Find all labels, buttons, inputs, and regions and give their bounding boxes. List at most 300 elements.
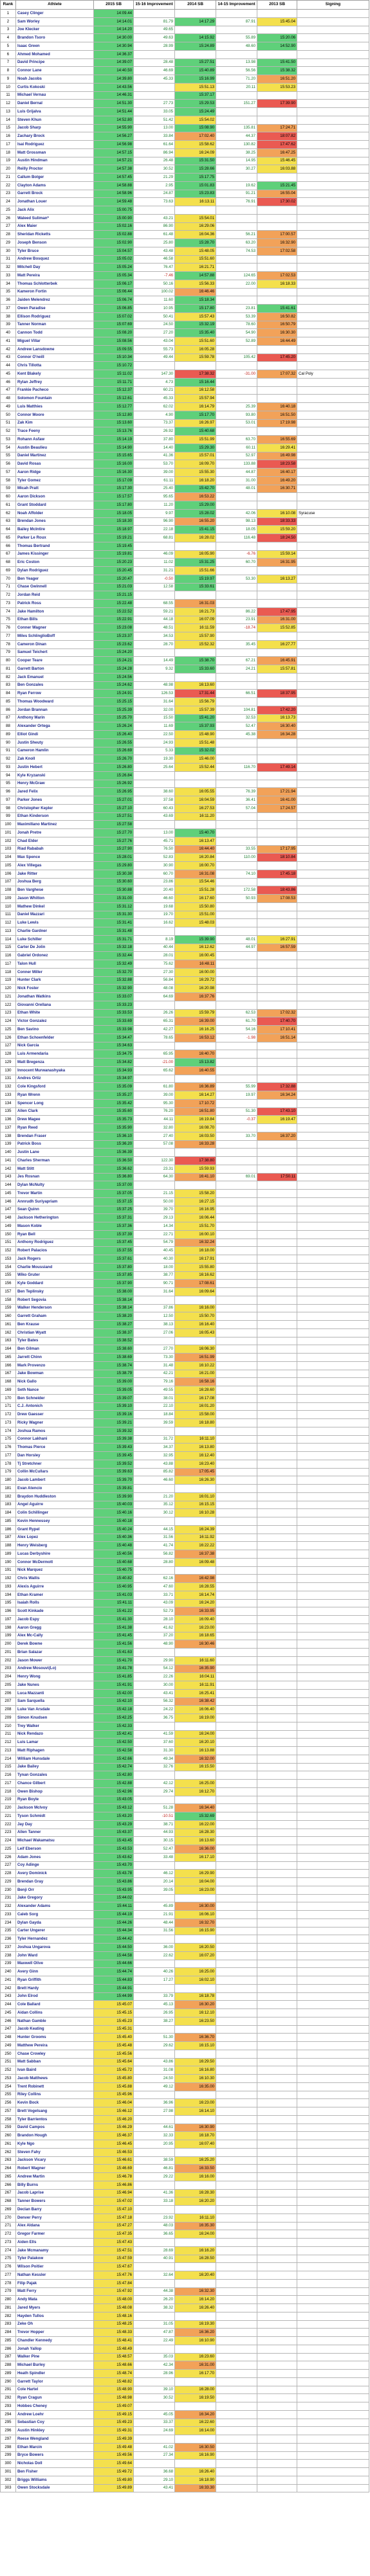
athlete-cell[interactable]: Thomas Pierce	[16, 1444, 94, 1452]
athlete-cell[interactable]: Zak Kim	[16, 419, 94, 427]
athlete-cell[interactable]: Rylan Jeffrey	[16, 378, 94, 386]
athlete-cell[interactable]: Jacob Espy	[16, 1616, 94, 1624]
athlete-cell[interactable]: Aaron Dickson	[16, 493, 94, 501]
athlete-cell[interactable]: Patrick Boss	[16, 1140, 94, 1149]
athlete-cell[interactable]: Matthew Pereira	[16, 2042, 94, 2050]
athlete-cell[interactable]: Justin Lane	[16, 1149, 94, 1157]
athlete-cell[interactable]: Cameron Dinan	[16, 640, 94, 648]
athlete-cell[interactable]: Aidan Collins	[16, 2009, 94, 2017]
athlete-cell[interactable]: Avery Dominick	[16, 1870, 94, 1878]
athlete-cell[interactable]: Henry Weisberg	[16, 1542, 94, 1550]
athlete-cell[interactable]: Cole Kingsford	[16, 1083, 94, 1091]
athlete-cell[interactable]: Andy Mata	[16, 2296, 94, 2304]
header-rank[interactable]: Rank	[1, 1, 16, 10]
athlete-cell[interactable]: Ben Varghese	[16, 886, 94, 895]
athlete-cell[interactable]: Frankie Pacheco	[16, 386, 94, 395]
athlete-cell[interactable]: Ivan Baird	[16, 2066, 94, 2075]
athlete-cell[interactable]: Jonah Yallop	[16, 2345, 94, 2353]
athlete-cell[interactable]: Joseph Benson	[16, 239, 94, 247]
athlete-cell[interactable]: Dan Horsley	[16, 1452, 94, 1460]
athlete-cell[interactable]: Michael Vernau	[16, 91, 94, 100]
athlete-cell[interactable]: Steven Khun	[16, 116, 94, 124]
athlete-cell[interactable]: Trent Robinett	[16, 2082, 94, 2091]
athlete-cell[interactable]: Walker Henderson	[16, 1304, 94, 1312]
athlete-cell[interactable]: Ben Gonzales	[16, 681, 94, 690]
athlete-cell[interactable]: Andrew Lansdowne	[16, 345, 94, 353]
athlete-cell[interactable]: Gregor Farmer	[16, 2230, 94, 2239]
athlete-cell[interactable]: Carter Ungerer	[16, 1927, 94, 1935]
athlete-cell[interactable]: Sebastian Coy	[16, 2419, 94, 2427]
athlete-cell[interactable]: Nick Foster	[16, 985, 94, 993]
athlete-cell[interactable]: Grant Stoddard	[16, 501, 94, 510]
athlete-cell[interactable]: Jared Myers	[16, 2304, 94, 2312]
athlete-cell[interactable]: Brett Vogelsang	[16, 2107, 94, 2116]
athlete-cell[interactable]: Eric Coston	[16, 559, 94, 567]
athlete-cell[interactable]: Ben Gilman	[16, 1345, 94, 1354]
athlete-cell[interactable]: Evan Atencio	[16, 1485, 94, 1493]
athlete-cell[interactable]: Ben Savino	[16, 1026, 94, 1034]
athlete-cell[interactable]: Isaac Green	[16, 42, 94, 51]
athlete-cell[interactable]: Nathan Kessler	[16, 2271, 94, 2280]
athlete-cell[interactable]: Thomas Woodward	[16, 698, 94, 706]
athlete-cell[interactable]: Denver Perry	[16, 2214, 94, 2222]
athlete-cell[interactable]: Cole Ballard	[16, 2001, 94, 2009]
athlete-cell[interactable]: Tyson Schmidt	[16, 1812, 94, 1821]
athlete-cell[interactable]: Alexis Aguirre	[16, 1583, 94, 1591]
athlete-cell[interactable]: Aiden Ells	[16, 2239, 94, 2247]
athlete-cell[interactable]: Wiko Gruter	[16, 1271, 94, 1280]
athlete-cell[interactable]: Aaron Gregg	[16, 1623, 94, 1632]
athlete-cell[interactable]: Benji Orr	[16, 1886, 94, 1894]
athlete-cell[interactable]: Miguel Villar	[16, 337, 94, 346]
athlete-cell[interactable]: Ben Krause	[16, 1321, 94, 1329]
header-athlete[interactable]: Athlete	[16, 1, 94, 10]
athlete-cell[interactable]: Jacob Lambert	[16, 1476, 94, 1485]
athlete-cell[interactable]: Christian Wyatt	[16, 1328, 94, 1337]
athlete-cell[interactable]: Ryan Reed	[16, 1124, 94, 1132]
athlete-cell[interactable]: Ellison Rodriguez	[16, 312, 94, 321]
athlete-cell[interactable]: Clayton Adams	[16, 181, 94, 190]
athlete-cell[interactable]: Jacob Laprise	[16, 2189, 94, 2197]
athlete-cell[interactable]: Giovanni Orellana	[16, 1001, 94, 1009]
athlete-cell[interactable]: Joshua Ramos	[16, 1427, 94, 1435]
athlete-cell[interactable]: Dylan Gayda	[16, 1919, 94, 1927]
athlete-cell[interactable]: Sean Quinn	[16, 1206, 94, 1214]
athlete-cell[interactable]: Hayden Tullos	[16, 2312, 94, 2320]
athlete-cell[interactable]: Riley Collins	[16, 2091, 94, 2099]
athlete-cell[interactable]: Joshua Ungarova	[16, 1944, 94, 1952]
athlete-cell[interactable]: Connor Lakhani	[16, 1435, 94, 1444]
athlete-cell[interactable]: Jonathan Watkins	[16, 993, 94, 1001]
athlete-cell[interactable]: Jes Rosnan	[16, 1173, 94, 1181]
athlete-cell[interactable]: Luca Mazzanti	[16, 1689, 94, 1697]
athlete-cell[interactable]: Zachary Brock	[16, 132, 94, 141]
athlete-cell[interactable]: Aaron Ridge	[16, 469, 94, 477]
athlete-cell[interactable]: Jared Felix	[16, 788, 94, 796]
athlete-cell[interactable]: Riad Rababah	[16, 845, 94, 854]
athlete-cell[interactable]: Henry Wong	[16, 1673, 94, 1681]
athlete-cell[interactable]: Daniel Mazzari	[16, 911, 94, 919]
athlete-cell[interactable]: Jason Mower	[16, 1656, 94, 1665]
athlete-cell[interactable]: Jason Whitton	[16, 895, 94, 903]
athlete-cell[interactable]: Tynan Gonzales	[16, 1771, 94, 1780]
athlete-cell[interactable]: Tyler Barrientos	[16, 2115, 94, 2124]
athlete-cell[interactable]: Robert Segovia	[16, 1296, 94, 1304]
athlete-cell[interactable]: Charles Sherman	[16, 1157, 94, 1165]
athlete-cell[interactable]: Charlie Moussiand	[16, 1263, 94, 1271]
athlete-cell[interactable]: Trey Walker	[16, 1722, 94, 1730]
athlete-cell[interactable]: Nathan Gamble	[16, 2017, 94, 2025]
athlete-cell[interactable]: Ricky Wagner	[16, 1419, 94, 1427]
athlete-cell[interactable]: Garrett Brock	[16, 190, 94, 198]
athlete-cell[interactable]: Chase Crowley	[16, 2050, 94, 2058]
athlete-cell[interactable]: Austin Beaulieu	[16, 443, 94, 452]
athlete-cell[interactable]: Waleed Suliman*	[16, 214, 94, 222]
athlete-cell[interactable]: Nick Marquez	[16, 1566, 94, 1575]
athlete-cell[interactable]: Alexander Adams	[16, 1902, 94, 1911]
athlete-cell[interactable]: Ryan Wrenn	[16, 1091, 94, 1100]
athlete-cell[interactable]: Joe Klecker	[16, 26, 94, 34]
athlete-cell[interactable]: Jake Gregory	[16, 1894, 94, 1902]
athlete-cell[interactable]: Robert Wagner	[16, 2165, 94, 2173]
athlete-cell[interactable]: Brendan Fraser	[16, 1132, 94, 1140]
athlete-cell[interactable]: Mason Koble	[16, 1222, 94, 1231]
athlete-cell[interactable]: Luis Grijalva	[16, 108, 94, 116]
athlete-cell[interactable]: Ethan White	[16, 1009, 94, 1017]
athlete-cell[interactable]: Ben Teplinsky	[16, 1288, 94, 1296]
athlete-cell[interactable]: Maximillano Martinez	[16, 821, 94, 829]
athlete-cell[interactable]: Angel Aguirre	[16, 1501, 94, 1509]
athlete-cell[interactable]: Anthony Marin	[16, 714, 94, 722]
athlete-cell[interactable]: Brendan Jones	[16, 517, 94, 526]
athlete-cell[interactable]: Kyle Ngo	[16, 2140, 94, 2149]
athlete-cell[interactable]: Matt Sabban	[16, 2058, 94, 2066]
athlete-cell[interactable]: Hunter Clark	[16, 976, 94, 985]
athlete-cell[interactable]: Ben Yeager	[16, 575, 94, 583]
athlete-cell[interactable]: Curtis Kokoski	[16, 83, 94, 91]
athlete-cell[interactable]: Zak Knoll	[16, 755, 94, 764]
athlete-cell[interactable]: Justin Sheuty	[16, 738, 94, 747]
athlete-cell[interactable]: Cole Hartel	[16, 2386, 94, 2394]
athlete-cell[interactable]: Henry McGraw	[16, 780, 94, 788]
athlete-cell[interactable]: Billy Burns	[16, 2181, 94, 2189]
athlete-cell[interactable]: Jackson McIvoy	[16, 1804, 94, 1812]
athlete-cell[interactable]: Jake Ritter	[16, 870, 94, 878]
athlete-cell[interactable]: Reese Wengland	[16, 2435, 94, 2444]
athlete-cell[interactable]: Steven Fahy	[16, 2148, 94, 2156]
athlete-cell[interactable]: Jarrett Chinn	[16, 1354, 94, 1362]
athlete-cell[interactable]: Brandon Hough	[16, 2132, 94, 2140]
athlete-cell[interactable]: Ethan Marcin	[16, 2443, 94, 2451]
athlete-cell[interactable]: Matt Bregenza	[16, 1059, 94, 1067]
athlete-cell[interactable]: Justin Hebert	[16, 764, 94, 772]
athlete-cell[interactable]: Jake Nunes	[16, 1681, 94, 1690]
athlete-cell[interactable]: C.J. Antonich	[16, 1402, 94, 1411]
athlete-cell[interactable]: Alex Lopez	[16, 1534, 94, 1542]
athlete-cell[interactable]: Declan Barry	[16, 2206, 94, 2214]
athlete-cell[interactable]: Parker Jones	[16, 796, 94, 805]
athlete-cell[interactable]: Kevin Hennessey	[16, 1517, 94, 1526]
athlete-cell[interactable]: Garrett Graham	[16, 1312, 94, 1321]
athlete-cell[interactable]: James Kissinger	[16, 550, 94, 559]
athlete-cell[interactable]: David Principe	[16, 58, 94, 67]
athlete-cell[interactable]: Chandler Kennedy	[16, 2337, 94, 2345]
athlete-cell[interactable]: Jacob Matthews	[16, 2075, 94, 2083]
athlete-cell[interactable]: Caleb Sorg	[16, 1911, 94, 1919]
athlete-cell[interactable]: Jaiden Melendrez	[16, 296, 94, 305]
athlete-cell[interactable]: Carter De Jolin	[16, 944, 94, 952]
athlete-cell[interactable]: Matt Riphagen	[16, 1747, 94, 1755]
athlete-cell[interactable]: Andrew Bosquez	[16, 255, 94, 264]
athlete-cell[interactable]: Walker Pine	[16, 2353, 94, 2361]
athlete-cell[interactable]: Dylan McNulty	[16, 1181, 94, 1190]
athlete-cell[interactable]: Rohann Asfaw	[16, 436, 94, 444]
athlete-cell[interactable]: Tyler Bruce	[16, 247, 94, 255]
athlete-cell[interactable]: Parker Le Roux	[16, 534, 94, 542]
athlete-cell[interactable]: Wilson Poitier	[16, 2263, 94, 2271]
athlete-cell[interactable]: Allen Clark	[16, 1107, 94, 1116]
athlete-cell[interactable]: Chase Gwinnell	[16, 583, 94, 591]
athlete-cell[interactable]: Ryan Boyle	[16, 1796, 94, 1804]
athlete-cell[interactable]: Jake Hamilton	[16, 607, 94, 616]
athlete-cell[interactable]: Ben Schneider	[16, 1394, 94, 1402]
athlete-cell[interactable]: Callum Bolger	[16, 174, 94, 182]
athlete-cell[interactable]: Connor O'neill	[16, 353, 94, 362]
athlete-cell[interactable]: Conner Miller	[16, 968, 94, 976]
athlete-cell[interactable]: Christopher Kepler	[16, 804, 94, 812]
athlete-cell[interactable]: John Ward	[16, 1951, 94, 1960]
athlete-cell[interactable]: Jake Bailey	[16, 1763, 94, 1771]
athlete-cell[interactable]: Simon Knudsen	[16, 1714, 94, 1722]
athlete-cell[interactable]: Luis Lamar	[16, 1739, 94, 1747]
athlete-cell[interactable]: Brandon Tsoro	[16, 34, 94, 42]
athlete-cell[interactable]: Trace Feeny	[16, 427, 94, 436]
athlete-cell[interactable]: Nick Gallo	[16, 1378, 94, 1386]
athlete-cell[interactable]: Briggs Williams	[16, 2476, 94, 2484]
athlete-cell[interactable]: Samuel Teichert	[16, 648, 94, 657]
athlete-cell[interactable]: Heath Spindler	[16, 2370, 94, 2378]
athlete-cell[interactable]: Reilly Proctor	[16, 165, 94, 174]
athlete-cell[interactable]: Bailey McIntire	[16, 526, 94, 534]
athlete-cell[interactable]: Luke Schiller	[16, 935, 94, 944]
athlete-cell[interactable]: Kevin Bock	[16, 2099, 94, 2107]
athlete-cell[interactable]: Tyler Palakow	[16, 2255, 94, 2263]
athlete-cell[interactable]: Jack Emanuel	[16, 673, 94, 681]
athlete-cell[interactable]: Luke Van Arsdale	[16, 1706, 94, 1714]
athlete-cell[interactable]: Zeke Oh	[16, 2320, 94, 2329]
athlete-cell[interactable]: Talon Hull	[16, 960, 94, 969]
athlete-cell[interactable]: Jordan Brannan	[16, 706, 94, 714]
athlete-cell[interactable]: Gabriel Ordonez	[16, 952, 94, 960]
athlete-cell[interactable]: Luis Matthies	[16, 403, 94, 411]
athlete-cell[interactable]: Maxwell Olive	[16, 1960, 94, 1968]
header-signing[interactable]: Signing	[297, 1, 369, 10]
athlete-cell[interactable]: Charlie Gardner	[16, 927, 94, 936]
athlete-cell[interactable]: Ethan Bills	[16, 616, 94, 624]
athlete-cell[interactable]: Daniel Bernal	[16, 100, 94, 108]
athlete-cell[interactable]: Matt Ferry	[16, 2287, 94, 2296]
athlete-cell[interactable]: Jack Alix	[16, 206, 94, 215]
athlete-cell[interactable]: Cameron Hamlin	[16, 747, 94, 755]
athlete-cell[interactable]: Ethan Kinderson	[16, 812, 94, 821]
athlete-cell[interactable]: Conner Wagner	[16, 624, 94, 632]
athlete-cell[interactable]: Connor Moore	[16, 411, 94, 419]
athlete-cell[interactable]: John Elrod	[16, 1992, 94, 2001]
athlete-cell[interactable]: Austin Hinkley	[16, 2427, 94, 2435]
athlete-cell[interactable]: Patrick Ross	[16, 600, 94, 608]
athlete-cell[interactable]: Kent Blakely	[16, 370, 94, 379]
athlete-cell[interactable]: Casey Clinger	[16, 10, 94, 18]
athlete-cell[interactable]: Robert Palacios	[16, 1247, 94, 1255]
athlete-cell[interactable]: Jay Day	[16, 1820, 94, 1829]
athlete-cell[interactable]: Trevor Martin	[16, 1190, 94, 1198]
athlete-cell[interactable]: Mark Provenzo	[16, 1361, 94, 1370]
athlete-cell[interactable]: Anthony Rodriguez	[16, 1239, 94, 1247]
athlete-cell[interactable]: Noah Affolder	[16, 509, 94, 517]
athlete-cell[interactable]: Chris Wallis	[16, 1575, 94, 1583]
athlete-cell[interactable]: Matt Pereira	[16, 272, 94, 280]
athlete-cell[interactable]: Tyler Bates	[16, 1337, 94, 1345]
athlete-cell[interactable]: Owen Bishop	[16, 1787, 94, 1796]
athlete-cell[interactable]: Andres Ortiz	[16, 1075, 94, 1083]
athlete-cell[interactable]: Micah Pratt	[16, 485, 94, 493]
athlete-cell[interactable]: Drew Magee	[16, 1116, 94, 1124]
athlete-cell[interactable]: Sam Worley	[16, 17, 94, 26]
athlete-cell[interactable]: Victor Gonzalez	[16, 1017, 94, 1026]
athlete-cell[interactable]: Kyle Goddard	[16, 1280, 94, 1288]
athlete-cell[interactable]: Dylan Rodriguez	[16, 567, 94, 575]
athlete-cell[interactable]: Alex Maier	[16, 222, 94, 231]
athlete-cell[interactable]: Chad Elder	[16, 837, 94, 845]
athlete-cell[interactable]: Connor Lane	[16, 67, 94, 75]
header-15-16-improvement[interactable]: 15-16 Improvement	[134, 1, 175, 10]
athlete-cell[interactable]: Colin Schillinger	[16, 1509, 94, 1517]
athlete-cell[interactable]: Jonah Pretre	[16, 829, 94, 837]
athlete-cell[interactable]: Hunter Grooms	[16, 2034, 94, 2042]
athlete-cell[interactable]: Tanner Bowers	[16, 2197, 94, 2206]
athlete-cell[interactable]: Jake Mcmanamy	[16, 2246, 94, 2255]
athlete-cell[interactable]: Mathew Dinkel	[16, 902, 94, 911]
athlete-cell[interactable]: Ryan Bell	[16, 1230, 94, 1239]
athlete-cell[interactable]: Filip Pajak	[16, 2279, 94, 2287]
athlete-cell[interactable]: William Hunsdale	[16, 1755, 94, 1763]
athlete-cell[interactable]: Matt Stitt	[16, 1165, 94, 1173]
athlete-cell[interactable]: Kameron Fortin	[16, 288, 94, 296]
athlete-cell[interactable]: Brian Salazar	[16, 1649, 94, 1657]
athlete-cell[interactable]: Adam Jones	[16, 1853, 94, 1861]
athlete-cell[interactable]: Austin Hindman	[16, 157, 94, 165]
athlete-cell[interactable]: Andrew Mosouvi(Lo)	[16, 1665, 94, 1673]
athlete-cell[interactable]: Grant Rypel	[16, 1525, 94, 1534]
athlete-cell[interactable]: Cooper Teare	[16, 657, 94, 665]
header-2013-sb[interactable]: 2013 SB	[257, 1, 297, 10]
athlete-cell[interactable]: Jordan Reid	[16, 591, 94, 600]
athlete-cell[interactable]: Connor McDermott	[16, 1558, 94, 1566]
athlete-cell[interactable]: Brendan Gray	[16, 1878, 94, 1886]
athlete-cell[interactable]: Isaiah Rolls	[16, 1599, 94, 1607]
athlete-cell[interactable]: Ethan Kramer	[16, 1591, 94, 1599]
athlete-cell[interactable]: Garrett Taylor	[16, 2377, 94, 2386]
athlete-cell[interactable]: Chris Tillotta	[16, 362, 94, 370]
athlete-cell[interactable]: Jonathan Louer	[16, 198, 94, 206]
athlete-cell[interactable]: Miles SchlinglioBoff	[16, 632, 94, 641]
athlete-cell[interactable]: Ben Fisher	[16, 2468, 94, 2476]
athlete-cell[interactable]: Brett Hardy	[16, 1984, 94, 1992]
athlete-cell[interactable]: Garrett Barton	[16, 665, 94, 674]
athlete-cell[interactable]: Alex Aldana	[16, 2222, 94, 2230]
athlete-cell[interactable]: Mitchell Day	[16, 264, 94, 272]
athlete-cell[interactable]: Drew Gaesser	[16, 1411, 94, 1419]
athlete-cell[interactable]: David Rosas	[16, 460, 94, 469]
header-2014-sb[interactable]: 2014 SB	[175, 1, 216, 10]
athlete-cell[interactable]: Alexander Ortega	[16, 722, 94, 731]
athlete-cell[interactable]: Derek Bowne	[16, 1640, 94, 1649]
athlete-cell[interactable]: Thomas Schlotterbek	[16, 280, 94, 288]
athlete-cell[interactable]: Sam Sarquella	[16, 1697, 94, 1706]
athlete-cell[interactable]: Collin McCullars	[16, 1468, 94, 1476]
athlete-cell[interactable]: Nick Rendazo	[16, 1730, 94, 1739]
athlete-cell[interactable]: Spencer Long	[16, 1099, 94, 1107]
athlete-cell[interactable]: Bryce Bowers	[16, 2451, 94, 2460]
athlete-cell[interactable]: Annrudh Suriyapriam	[16, 1197, 94, 1206]
athlete-cell[interactable]: Michael Wakamatsu	[16, 1837, 94, 1845]
athlete-cell[interactable]: Nick Garcia	[16, 1042, 94, 1050]
athlete-cell[interactable]: Kyle Kryzanski	[16, 771, 94, 780]
athlete-cell[interactable]: Allen Tanner	[16, 1829, 94, 1837]
athlete-cell[interactable]: Tj Stretchner	[16, 1460, 94, 1468]
athlete-cell[interactable]: Daniel Martinez	[16, 452, 94, 460]
athlete-cell[interactable]: Innocent Murwanashyaka	[16, 1066, 94, 1075]
athlete-cell[interactable]: Tanner Norman	[16, 321, 94, 329]
athlete-cell[interactable]: Ryan Ferrow	[16, 690, 94, 698]
athlete-cell[interactable]: Cannon Todd	[16, 329, 94, 337]
athlete-cell[interactable]: Trevor Hopper	[16, 2329, 94, 2337]
athlete-cell[interactable]: Scott Kinkade	[16, 1607, 94, 1616]
header-2015-sb[interactable]: 2015 SB	[94, 1, 134, 10]
athlete-cell[interactable]: Leif Eberson	[16, 1845, 94, 1854]
athlete-cell[interactable]: Luis Armendaria	[16, 1050, 94, 1059]
athlete-cell[interactable]: Tyler Hernandez	[16, 1935, 94, 1944]
athlete-cell[interactable]: Jake Bowman	[16, 1370, 94, 1378]
athlete-cell[interactable]: Owen Stocksdale	[16, 2484, 94, 2492]
athlete-cell[interactable]: Max Spence	[16, 854, 94, 862]
athlete-cell[interactable]: Jackson Hetherington	[16, 1214, 94, 1222]
athlete-cell[interactable]: David Campos	[16, 2124, 94, 2132]
athlete-cell[interactable]: Jacob Keating	[16, 2025, 94, 2034]
athlete-cell[interactable]: Avery Ginn	[16, 1968, 94, 1976]
athlete-cell[interactable]: Ryan Griffith	[16, 1976, 94, 1985]
athlete-cell[interactable]: Jack Rogers	[16, 1255, 94, 1264]
athlete-cell[interactable]: Seth Nance	[16, 1386, 94, 1395]
athlete-cell[interactable]: Nicholas Doll	[16, 2460, 94, 2468]
athlete-cell[interactable]: Coy Adinge	[16, 1861, 94, 1870]
athlete-cell[interactable]: Joshua Berg	[16, 878, 94, 886]
athlete-cell[interactable]: Noah Jacobs	[16, 75, 94, 84]
athlete-cell[interactable]: Andrew Loehr	[16, 2410, 94, 2419]
header-14-15-improvement[interactable]: 14-15 Improvement	[216, 1, 257, 10]
athlete-cell[interactable]: Alex Mc-Cally	[16, 1632, 94, 1640]
athlete-cell[interactable]: Michael Burley	[16, 2361, 94, 2370]
athlete-cell[interactable]: Jacob Sharp	[16, 124, 94, 132]
athlete-cell[interactable]: Ahmed Mohamed	[16, 50, 94, 58]
athlete-cell[interactable]: Tyler Gomez	[16, 476, 94, 485]
athlete-cell[interactable]: Thomas Bertrand	[16, 542, 94, 550]
athlete-cell[interactable]: Ethan Schoenfelder	[16, 1033, 94, 1042]
athlete-cell[interactable]: Isai Rodriguez	[16, 141, 94, 149]
athlete-cell[interactable]: Hobbes Cheney	[16, 2402, 94, 2411]
athlete-cell[interactable]: Sheridan Ricketts	[16, 231, 94, 239]
athlete-cell[interactable]: Elliot Gindi	[16, 731, 94, 739]
